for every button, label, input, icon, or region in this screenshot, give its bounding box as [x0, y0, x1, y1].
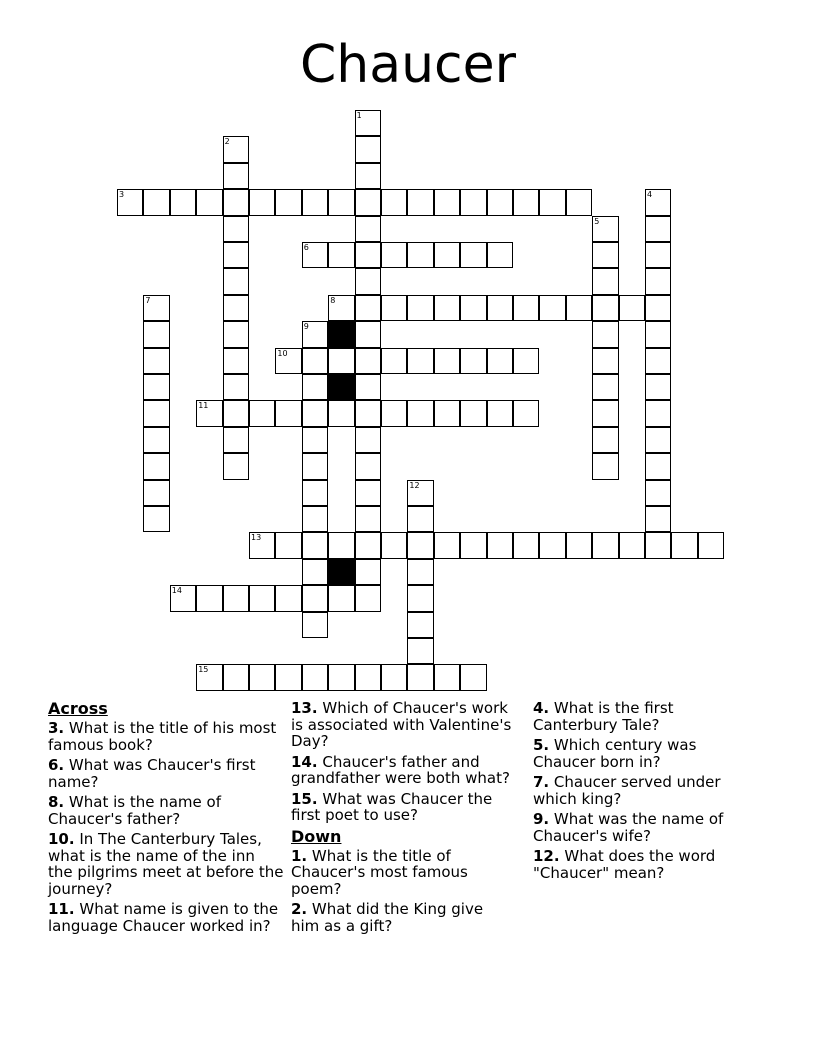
- clue-number: 11: [198, 401, 209, 411]
- grid-cell[interactable]: [249, 664, 275, 690]
- blocked-cell: [328, 559, 354, 585]
- grid-cell[interactable]: [698, 532, 724, 558]
- grid-cell[interactable]: [407, 348, 433, 374]
- grid-cell[interactable]: [355, 427, 381, 453]
- grid-cell[interactable]: [487, 532, 513, 558]
- grid-cell[interactable]: [539, 189, 565, 215]
- grid-cell[interactable]: [407, 189, 433, 215]
- grid-cell[interactable]: [381, 348, 407, 374]
- clue-down-12: 12. What does the word "Chaucer" mean?: [533, 847, 716, 882]
- grid-cell[interactable]: [487, 189, 513, 215]
- clue-number: 3: [119, 190, 125, 200]
- grid-cell[interactable]: [434, 242, 460, 268]
- clue-number: 6: [303, 243, 309, 252]
- grid-cell[interactable]: [143, 321, 169, 347]
- grid-cell[interactable]: [381, 532, 407, 558]
- grid-cell[interactable]: [249, 532, 275, 558]
- grid-cell[interactable]: [328, 295, 354, 321]
- grid-cell[interactable]: [143, 480, 169, 506]
- grid-cell[interactable]: [328, 585, 354, 611]
- grid-cell[interactable]: [566, 532, 592, 558]
- grid-cell[interactable]: [645, 374, 671, 400]
- grid-cell[interactable]: [355, 453, 381, 479]
- grid-cell[interactable]: [513, 295, 539, 321]
- grid-cell[interactable]: [302, 585, 328, 611]
- grid-cell[interactable]: [460, 664, 486, 690]
- grid-cell[interactable]: [460, 532, 486, 558]
- grid-cell[interactable]: [592, 348, 618, 374]
- grid-cell[interactable]: [645, 348, 671, 374]
- grid-cell[interactable]: [592, 321, 618, 347]
- grid-cell[interactable]: [407, 480, 433, 506]
- grid-cell[interactable]: [381, 295, 407, 321]
- grid-cell[interactable]: [671, 532, 697, 558]
- clue-down-2: 2. What did the King give him as a gift?: [291, 900, 484, 935]
- clue-down-9: 9. What was the name of Chaucer's wife?: [533, 810, 724, 845]
- grid-cell[interactable]: [328, 348, 354, 374]
- grid-cell[interactable]: [223, 189, 249, 215]
- grid-cell[interactable]: [592, 242, 618, 268]
- grid-cell[interactable]: [645, 532, 671, 558]
- grid-cell[interactable]: [223, 295, 249, 321]
- grid-cell[interactable]: [513, 348, 539, 374]
- grid-cell[interactable]: [355, 664, 381, 690]
- grid-cell[interactable]: [275, 348, 301, 374]
- grid-cell[interactable]: [355, 136, 381, 162]
- grid-cell[interactable]: [434, 400, 460, 426]
- clue-across-13: 13. Which of Chaucer's work is associated with Valentine's Day?: [291, 699, 512, 750]
- grid-cell[interactable]: [249, 585, 275, 611]
- clues-column-3: [533, 700, 753, 885]
- clue-number: 15: [198, 665, 209, 675]
- grid-cell[interactable]: [355, 585, 381, 611]
- grid-cell[interactable]: [223, 136, 249, 162]
- grid-cell[interactable]: [223, 374, 249, 400]
- grid-cell[interactable]: [302, 321, 328, 347]
- grid-cell[interactable]: [645, 189, 671, 215]
- grid-cell[interactable]: [460, 400, 486, 426]
- grid-cell[interactable]: [302, 506, 328, 532]
- grid-cell[interactable]: [223, 348, 249, 374]
- grid-cell[interactable]: [434, 664, 460, 690]
- down-heading: Down: [291, 826, 342, 846]
- grid-cell[interactable]: [566, 189, 592, 215]
- grid-cell[interactable]: [328, 532, 354, 558]
- grid-cell[interactable]: [619, 532, 645, 558]
- grid-cell[interactable]: [619, 295, 645, 321]
- grid-cell[interactable]: [223, 242, 249, 268]
- grid-cell[interactable]: [355, 242, 381, 268]
- grid-cell[interactable]: [302, 453, 328, 479]
- grid-cell[interactable]: [434, 532, 460, 558]
- clue-number: 5: [594, 216, 600, 226]
- grid-cell[interactable]: [302, 559, 328, 585]
- grid-cell[interactable]: [407, 585, 433, 611]
- grid-cell[interactable]: [434, 348, 460, 374]
- grid-cell[interactable]: [645, 453, 671, 479]
- grid-cell[interactable]: [223, 216, 249, 242]
- grid-cell[interactable]: [355, 506, 381, 532]
- grid-cell[interactable]: [302, 612, 328, 638]
- grid-cell[interactable]: [117, 189, 143, 215]
- grid-cell[interactable]: [275, 664, 301, 690]
- grid-cell[interactable]: [539, 295, 565, 321]
- clue-down-1: 1. What is the title of Chaucer's most famous poem?: [291, 846, 468, 898]
- grid-cell[interactable]: [645, 268, 671, 294]
- blocked-cell: [328, 374, 354, 400]
- grid-cell[interactable]: [460, 295, 486, 321]
- grid-cell[interactable]: [592, 295, 618, 321]
- grid-cell[interactable]: [143, 506, 169, 532]
- grid-cell[interactable]: [302, 348, 328, 374]
- clue-across-6: 6. What was Chaucer's first name?: [48, 756, 256, 791]
- grid-cell[interactable]: [355, 295, 381, 321]
- grid-cell[interactable]: [645, 295, 671, 321]
- grid-cell[interactable]: [328, 242, 354, 268]
- grid-cell[interactable]: [355, 532, 381, 558]
- grid-cell[interactable]: [407, 664, 433, 690]
- grid-cell[interactable]: [302, 480, 328, 506]
- grid-cell[interactable]: [407, 400, 433, 426]
- grid-cell[interactable]: [355, 110, 381, 136]
- grid-cell[interactable]: [196, 189, 222, 215]
- grid-cell[interactable]: [249, 400, 275, 426]
- grid-cell[interactable]: [460, 348, 486, 374]
- grid-cell[interactable]: [592, 216, 618, 242]
- grid-cell[interactable]: [460, 189, 486, 215]
- grid-cell[interactable]: [223, 427, 249, 453]
- grid-cell[interactable]: [487, 242, 513, 268]
- grid-cell[interactable]: [302, 427, 328, 453]
- grid-cell[interactable]: [460, 242, 486, 268]
- grid-cell[interactable]: [407, 559, 433, 585]
- grid-cell[interactable]: [381, 189, 407, 215]
- clue-number: 9: [303, 322, 309, 332]
- clue-number: 4: [647, 190, 653, 200]
- clue-down-4: 4. What is the first Canterbury Tale?: [533, 699, 674, 734]
- grid-cell[interactable]: [143, 400, 169, 426]
- grid-cell[interactable]: [592, 453, 618, 479]
- clue-number: 8: [330, 295, 336, 305]
- grid-cell[interactable]: [328, 189, 354, 215]
- grid-cell[interactable]: [381, 400, 407, 426]
- grid-cell[interactable]: [355, 216, 381, 242]
- page-title: Chaucer: [299, 35, 517, 95]
- clue-number: 10: [277, 348, 288, 358]
- grid-cell[interactable]: [196, 664, 222, 690]
- grid-cell[interactable]: [645, 400, 671, 426]
- grid-cell[interactable]: [196, 585, 222, 611]
- grid-cell[interactable]: [223, 163, 249, 189]
- clue-number: 2: [224, 137, 230, 147]
- clue-down-5: 5. Which century was Chaucer born in?: [533, 736, 697, 771]
- grid-cell[interactable]: [302, 400, 328, 426]
- grid-cell[interactable]: [355, 163, 381, 189]
- grid-cell[interactable]: [381, 664, 407, 690]
- grid-cell[interactable]: [275, 189, 301, 215]
- grid-cell[interactable]: [381, 242, 407, 268]
- grid-cell[interactable]: [143, 295, 169, 321]
- grid-cell[interactable]: [355, 268, 381, 294]
- grid-cell[interactable]: [355, 400, 381, 426]
- grid-cell[interactable]: [407, 612, 433, 638]
- clues-column-2: [291, 700, 515, 938]
- clue-number: 7: [145, 295, 151, 305]
- grid-cell[interactable]: [407, 506, 433, 532]
- grid-cell[interactable]: [407, 242, 433, 268]
- clue-number: 14: [171, 586, 182, 596]
- grid-cell[interactable]: [302, 664, 328, 690]
- grid-cell[interactable]: [302, 189, 328, 215]
- grid-cell[interactable]: [487, 400, 513, 426]
- grid-cell[interactable]: [143, 348, 169, 374]
- grid-cell[interactable]: [302, 532, 328, 558]
- grid-cell[interactable]: [275, 400, 301, 426]
- grid-cell[interactable]: [328, 664, 354, 690]
- grid-cell[interactable]: [355, 559, 381, 585]
- grid-cell[interactable]: [487, 348, 513, 374]
- grid-cell[interactable]: [275, 585, 301, 611]
- grid-cell[interactable]: [328, 400, 354, 426]
- grid-cell[interactable]: [513, 532, 539, 558]
- grid-cell[interactable]: [355, 480, 381, 506]
- grid-cell[interactable]: [143, 374, 169, 400]
- grid-cell[interactable]: [275, 532, 301, 558]
- grid-cell[interactable]: [407, 532, 433, 558]
- grid-cell[interactable]: [170, 585, 196, 611]
- across-heading: Across: [48, 699, 108, 718]
- clue-number: 1: [356, 111, 362, 120]
- grid-cell[interactable]: [645, 427, 671, 453]
- grid-cell[interactable]: [355, 374, 381, 400]
- grid-cell[interactable]: [302, 242, 328, 268]
- grid-cell[interactable]: [645, 480, 671, 506]
- grid-cell[interactable]: [592, 374, 618, 400]
- clue-across-10: 10. In The Canterbury Tales, what is the name of the inn the pilgrims meet at before the journey?: [48, 830, 284, 898]
- clue-number: 13: [251, 533, 262, 543]
- clue-across-3: 3. What is the title of his most famous book?: [48, 719, 277, 754]
- grid-cell[interactable]: [223, 453, 249, 479]
- grid-cell[interactable]: [223, 400, 249, 426]
- grid-cell[interactable]: [302, 374, 328, 400]
- grid-cell[interactable]: [407, 638, 433, 664]
- clue-down-7: 7. Chaucer served under which king?: [533, 773, 721, 808]
- grid-cell[interactable]: [539, 532, 565, 558]
- grid-cell[interactable]: [170, 189, 196, 215]
- grid-cell[interactable]: [645, 321, 671, 347]
- grid-cell[interactable]: [592, 427, 618, 453]
- grid-cell[interactable]: [566, 295, 592, 321]
- grid-cell[interactable]: [592, 532, 618, 558]
- grid-cell[interactable]: [196, 400, 222, 426]
- grid-cell[interactable]: [434, 295, 460, 321]
- grid-cell[interactable]: [592, 268, 618, 294]
- grid-cell[interactable]: [143, 427, 169, 453]
- grid-cell[interactable]: [434, 189, 460, 215]
- grid-cell[interactable]: [487, 295, 513, 321]
- grid-cell[interactable]: [645, 506, 671, 532]
- clue-across-15: 15. What was Chaucer the first poet to use?: [291, 789, 493, 824]
- clue-number: 12: [409, 480, 420, 490]
- clue-across-14: 14. Chaucer's father and grandfather were both what?: [291, 752, 510, 787]
- grid-cell[interactable]: [355, 321, 381, 347]
- grid-cell[interactable]: [513, 400, 539, 426]
- grid-cell[interactable]: [513, 189, 539, 215]
- grid-cell[interactable]: [223, 268, 249, 294]
- blocked-cell: [328, 321, 354, 347]
- clue-across-8: 8. What is the name of Chaucer's father?: [48, 793, 222, 828]
- grid-cell[interactable]: [223, 321, 249, 347]
- grid-cell[interactable]: [645, 242, 671, 268]
- grid-cell[interactable]: [592, 400, 618, 426]
- clue-across-11: 11. What name is given to the language Chaucer worked in?: [48, 900, 279, 935]
- grid-cell[interactable]: [223, 664, 249, 690]
- grid-cell[interactable]: [223, 585, 249, 611]
- grid-cell[interactable]: [249, 189, 275, 215]
- grid-cell[interactable]: [143, 453, 169, 479]
- clues-column-1: [48, 700, 284, 938]
- grid-cell[interactable]: [355, 348, 381, 374]
- grid-cell[interactable]: [407, 295, 433, 321]
- grid-cell[interactable]: [645, 216, 671, 242]
- grid-cell[interactable]: [355, 189, 381, 215]
- grid-cell[interactable]: [143, 189, 169, 215]
